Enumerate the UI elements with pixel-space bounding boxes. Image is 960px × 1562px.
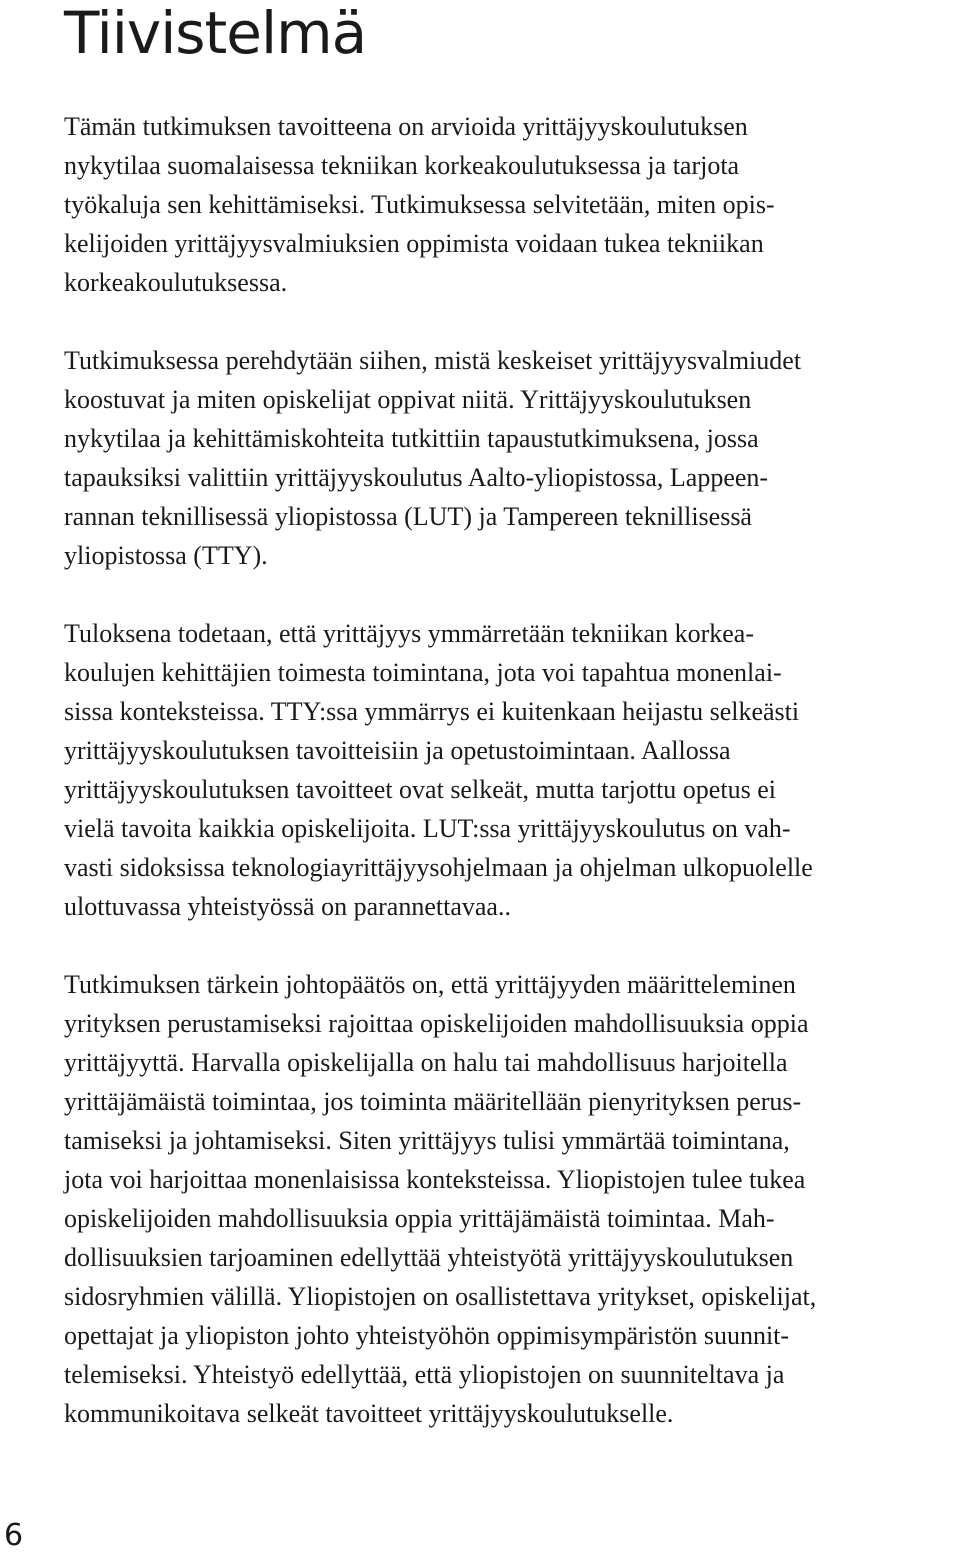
text-line: nykytilaa suomalaisessa tekniikan korkeakoulutuksessa ja tarjota: [64, 151, 740, 180]
text-line: kommunikoitava selkeät tavoitteet yrittäjyyskoulutukselle.: [64, 1399, 674, 1428]
text-line: yrittäjyyttä. Harvalla opiskelijalla on halu tai mahdollisuus harjoitella: [64, 1048, 788, 1077]
text-line: tapauksiksi valittiin yrittäjyyskoulutus Aalto-yliopistossa, Lappeen-: [64, 463, 769, 492]
text-line: Tämän tutkimuksen tavoitteena on arvioida yrittäjyyskoulutuksen: [64, 112, 748, 141]
paragraph-4: [64, 965, 960, 1433]
text-line: sissa konteksteissa. TTY:ssa ymmärrys ei kuitenkaan heijastu selkeästi: [64, 697, 800, 726]
page-title: Tiivistelmä: [64, 0, 367, 67]
text-line: vasti sidoksissa teknologiayrittäjyysohjelmaan ja ohjelman ulkopuolelle: [64, 853, 813, 882]
abstract-body: [64, 107, 960, 1472]
text-line: sidosryhmien välillä. Yliopistojen on osallistettava yritykset, opiskelijat,: [64, 1282, 817, 1311]
text-line: opettajat ja yliopiston johto yhteistyöhön oppimisympäristön suunnit-: [64, 1321, 790, 1350]
text-line: tamiseksi ja johtamiseksi. Siten yrittäjyys tulisi ymmärtää toimintana,: [64, 1126, 790, 1155]
text-line: kelijoiden yrittäjyysvalmiuksien oppimista voidaan tukea tekniikan: [64, 229, 764, 258]
text-line: yrittäjyyskoulutuksen tavoitteisiin ja opetustoimintaan. Aallossa: [64, 736, 731, 765]
text-line: jota voi harjoittaa monenlaisissa konteksteissa. Yliopistojen tulee tukea: [64, 1165, 806, 1194]
text-line: telemiseksi. Yhteistyö edellyttää, että yliopistojen on suunniteltava ja: [64, 1360, 785, 1389]
text-line: vielä tavoita kaikkia opiskelijoita. LUT:ssa yrittäjyyskoulutus on vah-: [64, 814, 791, 843]
text-line: yliopistossa (TTY).: [64, 541, 268, 570]
text-line: Tuloksena todetaan, että yrittäjyys ymmärretään tekniikan korkea-: [64, 619, 754, 648]
text-line: yrityksen perustamiseksi rajoittaa opiskelijoiden mahdollisuuksia oppia: [64, 1009, 809, 1038]
text-line: koostuvat ja miten opiskelijat oppivat niitä. Yrittäjyyskoulutuksen: [64, 385, 752, 414]
text-line: koulujen kehittäjien toimesta toimintana, jota voi tapahtua monenlai-: [64, 658, 782, 687]
paragraph-3: [64, 614, 960, 926]
text-line: rannan teknillisessä yliopistossa (LUT) ja Tampereen teknillisessä: [64, 502, 752, 531]
text-line: Tutkimuksen tärkein johtopäätös on, että yrittäjyyden määritteleminen: [64, 970, 796, 999]
text-line: korkeakoulutuksessa.: [64, 268, 288, 297]
text-line: dollisuuksien tarjoaminen edellyttää yhteistyötä yrittäjyyskoulutuksen: [64, 1243, 794, 1272]
text-line: työkaluja sen kehittämiseksi. Tutkimuksessa selvitetään, miten opis-: [64, 190, 775, 219]
text-line: nykytilaa ja kehittämiskohteita tutkittiin tapaustutkimuksena, jossa: [64, 424, 759, 453]
text-line: yrittäjyyskoulutuksen tavoitteet ovat selkeät, mutta tarjottu opetus ei: [64, 775, 776, 804]
text-line: yrittäjämäistä toimintaa, jos toiminta määritellään pienyrityksen perus-: [64, 1087, 802, 1116]
paragraph-1: [64, 107, 960, 302]
text-line: Tutkimuksessa perehdytään siihen, mistä keskeiset yrittäjyysvalmiudet: [64, 346, 802, 375]
text-line: opiskelijoiden mahdollisuuksia oppia yrittäjämäistä toimintaa. Mah-: [64, 1204, 775, 1233]
text-line: ulottuvassa yhteistyössä on parannettavaa..: [64, 892, 511, 921]
page-number: 6: [4, 1518, 24, 1553]
paragraph-2: [64, 341, 960, 575]
